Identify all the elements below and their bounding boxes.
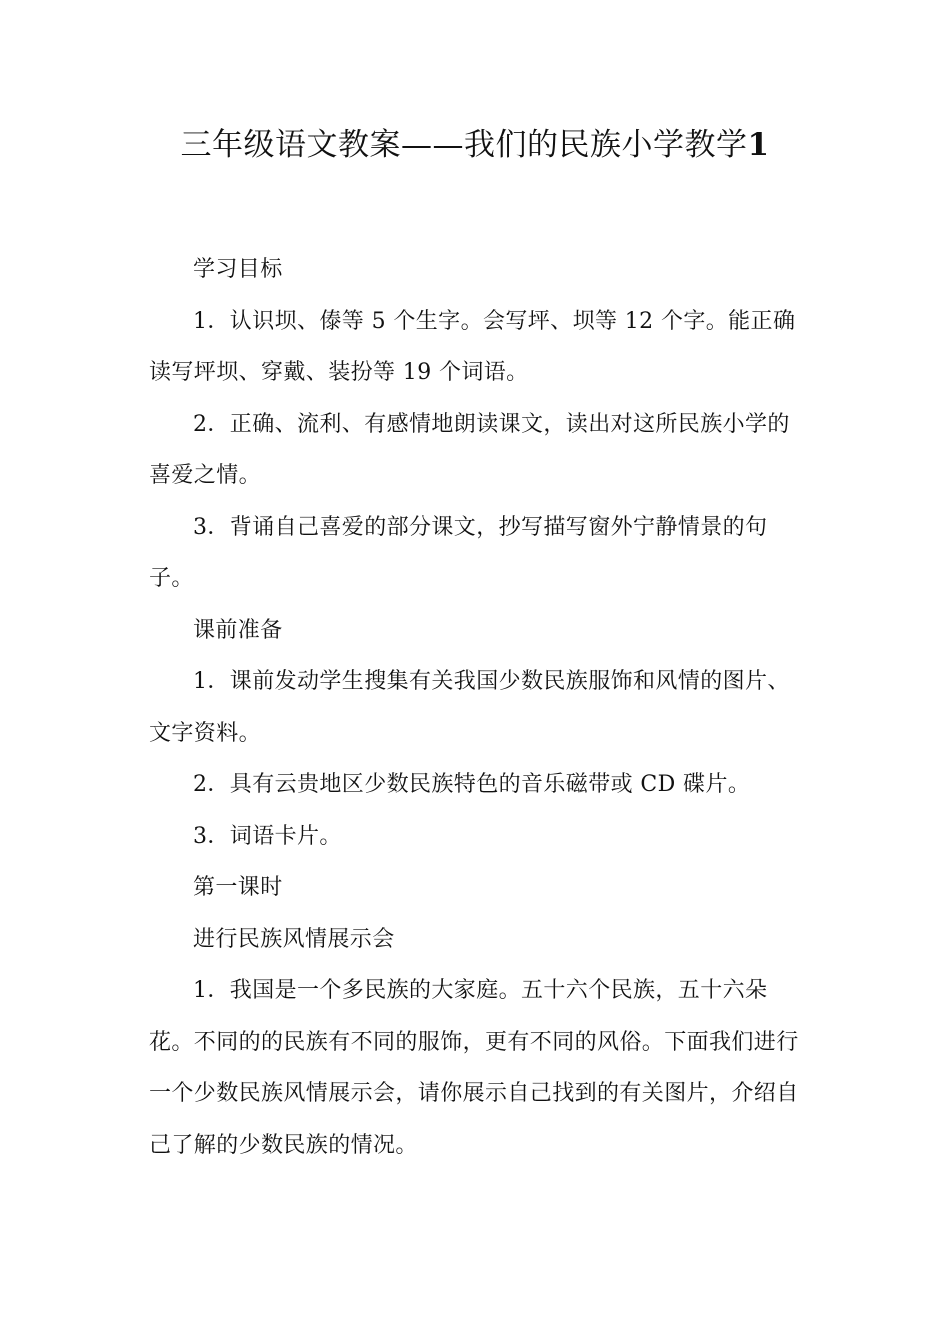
document-title: [0, 122, 950, 168]
document-body: [149, 244, 801, 1171]
goal-item-2: 2．正确、流利、有感情地朗读课文，读出对这所民族小学的喜爱之情。: [149, 411, 790, 488]
showcase-item-1: 1．我国是一个多民族的大家庭。五十六个民族，五十六朵花。不同的的民族有不同的服饰，更有不同的风俗。下面我们进行一个少数民族风情展示会，请你展示自己找到的有关图片，介绍自己了解的少数民族的情况。: [149, 978, 799, 1158]
title-number: 1: [747, 127, 770, 163]
prep-item-2: 2．具有云贵地区少数民族特色的音乐磁带或 CD 碟片。: [193, 772, 751, 797]
heading-ethnic-showcase: 进行民族风情展示会: [193, 926, 395, 952]
heading-first-lesson: 第一课时: [193, 875, 283, 900]
heading-preparation: 课前准备: [193, 617, 283, 643]
title-text: 三年级语文教案——我们的民族小学教学: [180, 127, 748, 163]
heading-learning-goals: 学习目标: [193, 257, 283, 282]
prep-item-1: 1．课前发动学生搜集有关我国少数民族服饰和风情的图片、文字资料。: [149, 669, 790, 746]
prep-item-3: 3．词语卡片。: [193, 823, 342, 849]
goal-item-1: 1．认识坝、傣等 5 个生字。会写坪、坝等 12 个字。能正确读写坪坝、穿戴、装扮等 19 个词语。: [149, 308, 796, 385]
goal-item-3: 3．背诵自己喜爱的部分课文，抄写描写窗外宁静情景的句子。: [149, 514, 768, 591]
